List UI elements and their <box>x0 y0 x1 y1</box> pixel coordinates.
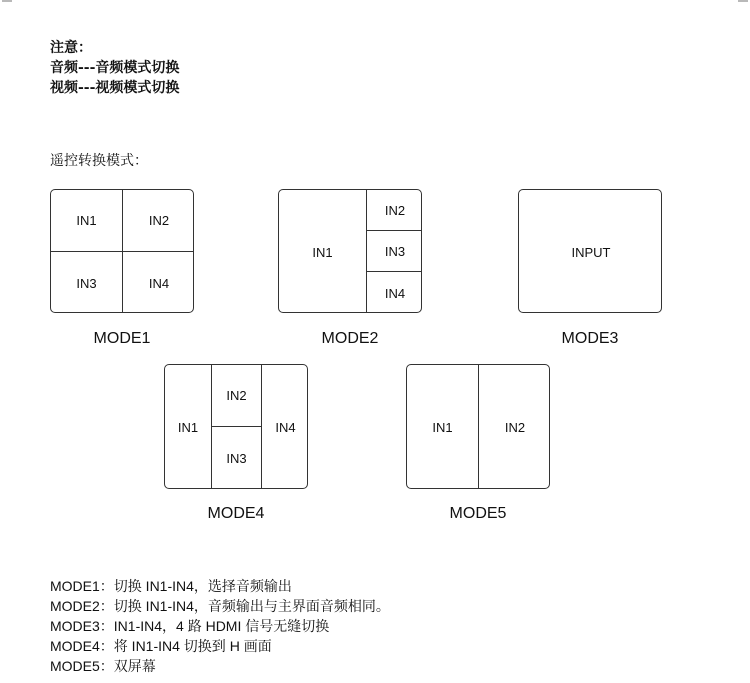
remote-mode-title: 遥控转换模式： <box>50 153 148 169</box>
mode4-cell-in1: IN1 <box>165 365 212 489</box>
mode2-diagram <box>278 189 422 313</box>
mode5-cell-in2: IN2 <box>504 420 526 435</box>
note-video-line: 视频---视频模式切换 <box>50 80 180 96</box>
mode4-cell-in4: IN4 <box>275 420 296 435</box>
note-audio-line: 音频---音频模式切换 <box>50 60 180 76</box>
mode4-cell-in2: IN2 <box>212 365 262 427</box>
mode1-description: MODE1：切换 IN1-IN4，选择音频输出 <box>50 578 292 594</box>
mode2-label: MODE2 <box>321 330 379 347</box>
mode4-label: MODE4 <box>207 505 265 522</box>
mode3-cell-input: INPUT <box>571 245 611 260</box>
mode3-diagram <box>518 189 662 313</box>
mode3-label: MODE3 <box>561 330 619 347</box>
mode2-description: MODE2：切换 IN1-IN4，音频输出与主界面音频相同。 <box>50 598 390 614</box>
mode2-cell-in1: IN1 <box>279 190 367 313</box>
note-title: 注意： <box>50 40 92 56</box>
mode5-label: MODE5 <box>449 505 507 522</box>
page-corner-mark-left <box>2 0 12 2</box>
page-corner-mark-right <box>738 0 748 2</box>
mode2-cell-in4: IN4 <box>384 285 406 301</box>
mode1-diagram <box>50 189 194 313</box>
mode1-cell-in1: IN1 <box>51 190 123 252</box>
mode4-diagram <box>164 364 308 489</box>
mode2-cell-in2: IN2 <box>367 190 422 231</box>
mode3-description: MODE3：IN1-IN4，4 路 HDMI 信号无缝切换 <box>50 618 330 634</box>
mode5-description: MODE5：双屏幕 <box>50 658 156 674</box>
mode1-cell-in3: IN3 <box>51 252 123 313</box>
mode5-diagram <box>406 364 550 489</box>
mode4-description: MODE4：将 IN1-IN4 切换到 H 画面 <box>50 638 272 654</box>
mode1-label: MODE1 <box>93 330 151 347</box>
mode1-cell-in4: IN4 <box>148 275 170 291</box>
mode5-cell-in1: IN1 <box>407 365 479 489</box>
mode4-cell-in3: IN3 <box>212 427 262 489</box>
mode1-cell-in2: IN2 <box>123 190 194 252</box>
mode2-cell-in3: IN3 <box>367 231 422 272</box>
